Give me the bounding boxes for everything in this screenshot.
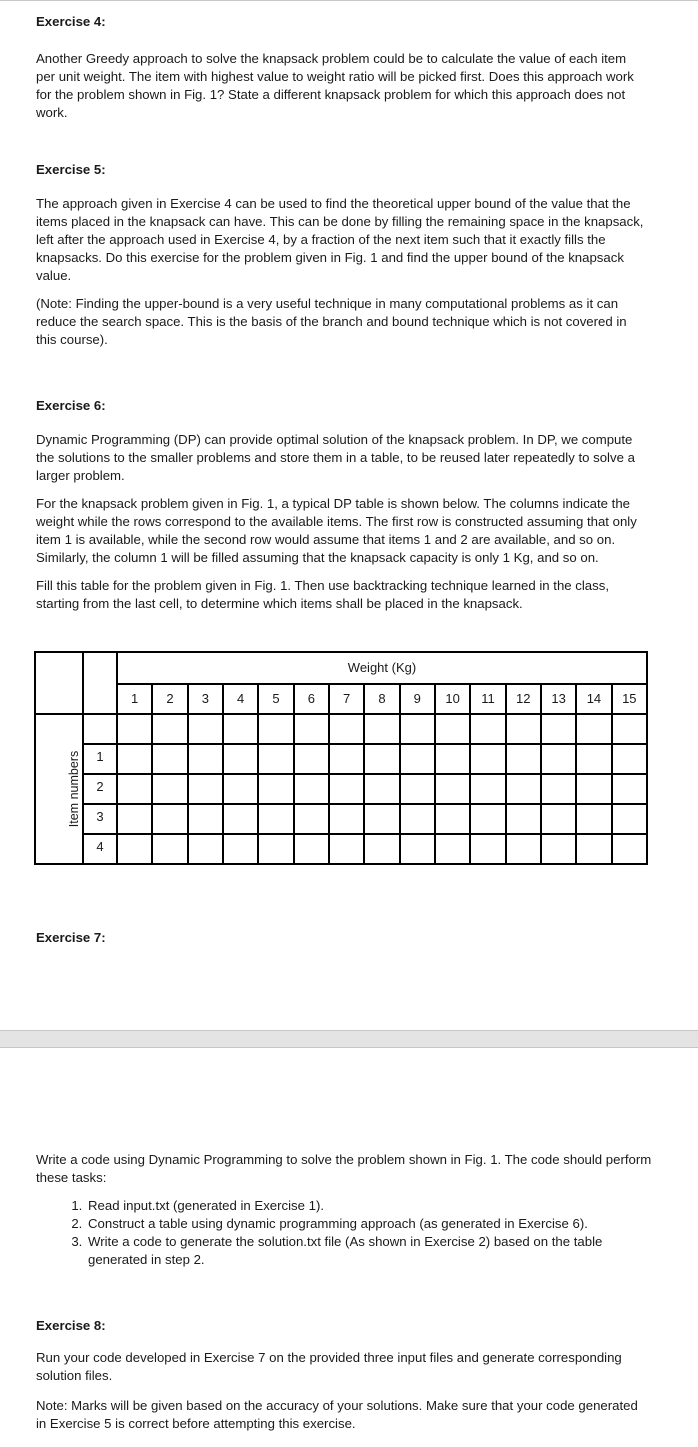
exercise-6-heading: Exercise 6: xyxy=(36,398,106,413)
dp-cell[interactable] xyxy=(223,834,258,864)
dp-cell[interactable] xyxy=(152,774,187,804)
dp-cell[interactable] xyxy=(470,744,505,774)
item-row xyxy=(35,774,647,804)
spacer-cell xyxy=(83,714,117,744)
spacer-cell xyxy=(400,714,435,744)
dp-cell[interactable] xyxy=(506,834,541,864)
dp-cell[interactable] xyxy=(541,744,576,774)
dp-table xyxy=(34,651,648,865)
weight-header-cell: 6 xyxy=(294,684,329,714)
dp-cell[interactable] xyxy=(152,834,187,864)
dp-cell[interactable] xyxy=(541,804,576,834)
weight-header-cell: 14 xyxy=(576,684,611,714)
dp-cell[interactable] xyxy=(188,804,223,834)
item-row xyxy=(35,834,647,864)
dp-cell[interactable] xyxy=(117,834,152,864)
exercise-8-body: Run your code developed in Exercise 7 on the provided three input files and generate corresponding solution files. xyxy=(36,1350,622,1383)
spacer-cell xyxy=(541,714,576,744)
spacer-cell xyxy=(188,714,223,744)
dp-cell[interactable] xyxy=(612,804,647,834)
exercise-5-body: The approach given in Exercise 4 can be used to find the theoretical upper bound of the value that the items placed in the knapsack can have. This can be done by filling the remaining space in the knapsack, left after the approach used in Exercise 4, by a fraction of the next item such that it exactly fills the knapsacks. Do this exercise for the problem given in Fig. 1 and find the upper bound of the knapsack value. xyxy=(36,196,644,283)
dp-cell[interactable] xyxy=(329,834,364,864)
dp-table-corner xyxy=(35,652,83,714)
item-number-cell: 4 xyxy=(83,834,117,864)
exercise-8-note: Note: Marks will be given based on the accuracy of your solutions. Make sure that your code generated in Exercise 5 is correct before attempting this exercise. xyxy=(36,1398,638,1431)
weight-label: Weight (Kg) xyxy=(117,652,647,684)
dp-cell[interactable] xyxy=(435,804,470,834)
dp-table-header-row xyxy=(35,652,647,684)
dp-cell[interactable] xyxy=(612,774,647,804)
dp-cell[interactable] xyxy=(152,804,187,834)
item-numbers-label xyxy=(35,714,83,864)
weight-header-cell: 7 xyxy=(329,684,364,714)
exercise-4-heading: Exercise 4: xyxy=(36,14,106,29)
dp-cell[interactable] xyxy=(435,744,470,774)
weight-header-cell: 3 xyxy=(188,684,223,714)
weight-header-cell: 5 xyxy=(258,684,293,714)
exercise-7-task-list xyxy=(36,1197,654,1269)
exercise-5-section xyxy=(36,161,648,349)
spacer-cell xyxy=(223,714,258,744)
dp-cell[interactable] xyxy=(364,834,399,864)
spacer-cell xyxy=(294,714,329,744)
weight-header-cell: 1 xyxy=(117,684,152,714)
weight-header-cell: 9 xyxy=(400,684,435,714)
dp-cell[interactable] xyxy=(364,744,399,774)
exercise-7-heading-block xyxy=(36,929,648,947)
dp-cell[interactable] xyxy=(188,834,223,864)
exercise-4-body: Another Greedy approach to solve the knapsack problem could be to calculate the value of each item per unit weight. The item with highest value to weight ratio will be picked first. Does this approach work for the problem shown in Fig. 1? State a different knapsack problem for which this approach does not work. xyxy=(36,51,634,120)
spacer-cell xyxy=(470,714,505,744)
dp-cell[interactable] xyxy=(258,804,293,834)
dp-cell[interactable] xyxy=(400,774,435,804)
dp-cell[interactable] xyxy=(117,744,152,774)
dp-cell[interactable] xyxy=(576,834,611,864)
dp-cell[interactable] xyxy=(400,804,435,834)
dp-cell[interactable] xyxy=(470,774,505,804)
dp-cell[interactable] xyxy=(223,804,258,834)
dp-cell[interactable] xyxy=(435,774,470,804)
exercise-6-paragraph-3: Fill this table for the problem given in Fig. 1. Then use backtracking technique learned in the class, starting from the last cell, to determine which items shall be placed in the knapsack. xyxy=(36,578,609,611)
dp-cell[interactable] xyxy=(435,834,470,864)
task-item: 2. Construct a table using dynamic programming approach (as generated in Exercise 6). xyxy=(86,1215,654,1233)
weights-row xyxy=(35,684,647,714)
dp-cell[interactable] xyxy=(506,804,541,834)
weight-header-cell: 4 xyxy=(223,684,258,714)
dp-cell[interactable] xyxy=(117,804,152,834)
dp-cell[interactable] xyxy=(258,774,293,804)
exercise-5-heading: Exercise 5: xyxy=(36,162,106,177)
weight-header-cell: 10 xyxy=(435,684,470,714)
exercise-7-section xyxy=(36,1151,654,1269)
dp-cell[interactable] xyxy=(364,804,399,834)
exercise-6-paragraph-2: For the knapsack problem given in Fig. 1, a typical DP table is shown below. The columns indicate the weight while the rows correspond to the available items. The first row is constructed assuming that only item 1 is available, while the second row would assume that items 1 and 2 are available, and so on. Similarly, the column 1 will be filled assuming that the knapsack capacity is only 1 Kg, and so on. xyxy=(36,496,637,565)
dp-cell[interactable] xyxy=(470,834,505,864)
dp-cell[interactable] xyxy=(541,834,576,864)
task-item: 3. Write a code to generate the solution.txt file (As shown in Exercise 2) based on the table generated in step 2. xyxy=(86,1233,654,1269)
weight-header-cell: 8 xyxy=(364,684,399,714)
spacer-cell xyxy=(117,714,152,744)
spacer-cell xyxy=(364,714,399,744)
dp-cell[interactable] xyxy=(576,804,611,834)
dp-cell[interactable] xyxy=(152,744,187,774)
spacer-cell xyxy=(329,714,364,744)
spacer-cell xyxy=(612,714,647,744)
item-row xyxy=(35,804,647,834)
dp-cell[interactable] xyxy=(294,744,329,774)
spacer-cell xyxy=(258,714,293,744)
exercise-8-section xyxy=(36,1317,648,1433)
weight-header-cell: 12 xyxy=(506,684,541,714)
spacer-cell xyxy=(576,714,611,744)
item-row xyxy=(35,744,647,774)
dp-cell[interactable] xyxy=(294,774,329,804)
dp-cell[interactable] xyxy=(188,744,223,774)
dp-cell[interactable] xyxy=(612,834,647,864)
task-item: 1. Read input.txt (generated in Exercise 1). xyxy=(86,1197,654,1215)
weight-header-cell: 11 xyxy=(470,684,505,714)
exercise-8-heading: Exercise 8: xyxy=(36,1318,106,1333)
dp-cell[interactable] xyxy=(612,744,647,774)
spacer-cell xyxy=(435,714,470,744)
dp-cell[interactable] xyxy=(400,834,435,864)
dp-cell[interactable] xyxy=(294,804,329,834)
exercise-6-paragraph-1: Dynamic Programming (DP) can provide optimal solution of the knapsack problem. In DP, we compute the solutions to the smaller problems and store them in a table, to be reused later repeatedly to solve a larger problem. xyxy=(36,432,635,483)
weight-header-cell: 2 xyxy=(152,684,187,714)
dp-cell[interactable] xyxy=(576,774,611,804)
item-numbers-label-text: Item numbers xyxy=(67,750,82,828)
page-break xyxy=(0,1030,698,1048)
exercise-4-section xyxy=(36,13,648,122)
item-spacer-row xyxy=(35,714,647,744)
dp-cell[interactable] xyxy=(223,744,258,774)
exercise-5-note: (Note: Finding the upper-bound is a very useful technique in many computational problems as it can reduce the search space. This is the basis of the branch and bound technique which is not covered in this course). xyxy=(36,296,627,347)
dp-cell[interactable] xyxy=(329,744,364,774)
dp-cell[interactable] xyxy=(329,804,364,834)
dp-cell[interactable] xyxy=(400,744,435,774)
item-number-cell: 3 xyxy=(83,804,117,834)
weight-header-cell: 13 xyxy=(541,684,576,714)
dp-cell[interactable] xyxy=(294,834,329,864)
dp-cell[interactable] xyxy=(576,744,611,774)
dp-cell[interactable] xyxy=(364,774,399,804)
spacer-cell xyxy=(506,714,541,744)
dp-table-corner-2 xyxy=(83,652,117,714)
exercise-6-section xyxy=(36,397,648,613)
spacer-cell xyxy=(152,714,187,744)
exercise-7-body: Write a code using Dynamic Programming to solve the problem shown in Fig. 1. The code should perform these tasks: xyxy=(36,1152,652,1185)
dp-cell[interactable] xyxy=(329,774,364,804)
exercise-7-heading: Exercise 7: xyxy=(36,930,106,945)
dp-cell[interactable] xyxy=(258,744,293,774)
dp-cell[interactable] xyxy=(506,744,541,774)
dp-cell[interactable] xyxy=(223,774,258,804)
dp-cell[interactable] xyxy=(541,774,576,804)
item-number-cell: 2 xyxy=(83,774,117,804)
dp-cell[interactable] xyxy=(258,834,293,864)
page-top-border xyxy=(0,0,698,1)
dp-cell[interactable] xyxy=(188,774,223,804)
dp-cell[interactable] xyxy=(506,774,541,804)
item-rows xyxy=(35,714,647,864)
dp-cell[interactable] xyxy=(117,774,152,804)
item-number-cell: 1 xyxy=(83,744,117,774)
dp-cell[interactable] xyxy=(470,804,505,834)
weight-header-cell: 15 xyxy=(612,684,647,714)
